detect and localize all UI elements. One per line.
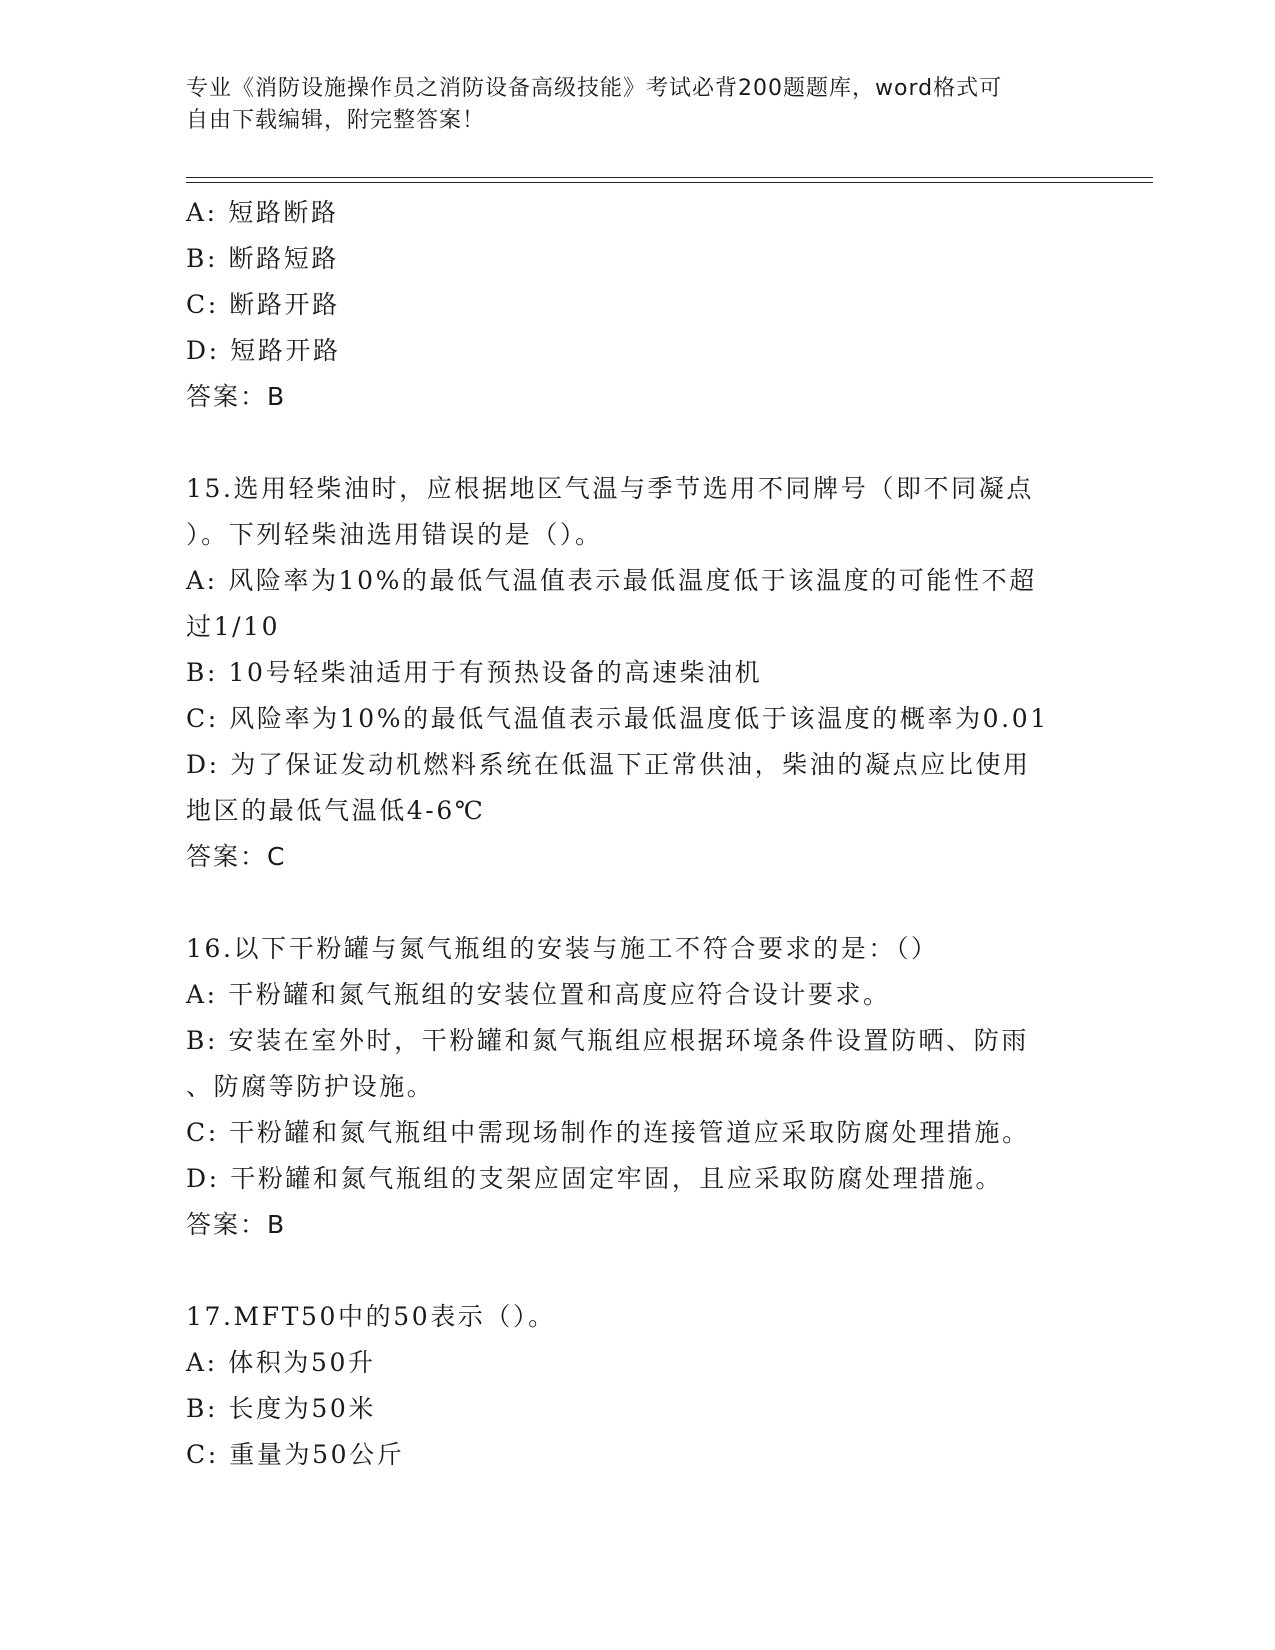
header-line-1: 专业《消防设施操作员之消防设备高级技能》考试必背200题题库，word格式可 — [186, 76, 1003, 101]
q14-option-a: A: 短路断路 — [186, 198, 339, 227]
q15-option-d-line-2: 地区的最低气温低4-6℃ — [186, 796, 486, 825]
q17-option-c: C: 重量为50公斤 — [186, 1440, 405, 1469]
header-divider-top — [186, 177, 1153, 178]
spacer — [186, 420, 1066, 466]
q16-option-d: D: 干粉罐和氮气瓶组的支架应固定牢固，且应采取防腐处理措施。 — [186, 1164, 1004, 1193]
q15-option-b: B: 10号轻柴油适用于有预热设备的高速柴油机 — [186, 658, 763, 687]
question-17 — [186, 1294, 1066, 1478]
q15-option-a-line-2: 过1/10 — [186, 612, 281, 641]
q15-answer: 答案：C — [186, 842, 287, 871]
q15-option-a-line-1: A: 风险率为10%的最低气温值表示最低温度低于该温度的可能性不超 — [186, 566, 1037, 595]
header-divider-bottom — [186, 182, 1153, 183]
q16-option-b-line-2: 、防腐等防护设施。 — [186, 1072, 435, 1101]
q17-stem: 17.MFT50中的50表示（）。 — [186, 1302, 556, 1331]
question-14 — [186, 190, 1066, 420]
spacer — [186, 1248, 1066, 1294]
spacer — [186, 880, 1066, 926]
question-15 — [186, 466, 1066, 880]
q17-option-b: B: 长度为50米 — [186, 1394, 376, 1423]
q16-answer: 答案：B — [186, 1210, 287, 1239]
question-content — [186, 190, 1066, 1478]
q14-answer: 答案：B — [186, 382, 287, 411]
header-line-2: 自由下载编辑，附完整答案！ — [186, 108, 486, 133]
q16-option-c: C: 干粉罐和氮气瓶组中需现场制作的连接管道应采取防腐处理措施。 — [186, 1118, 1030, 1147]
q14-option-d: D: 短路开路 — [186, 336, 341, 365]
q17-option-a: A: 体积为50升 — [186, 1348, 376, 1377]
q16-stem: 16.以下干粉罐与氮气瓶组的安装与施工不符合要求的是：（） — [186, 934, 939, 963]
q15-option-c: C: 风险率为10%的最低气温值表示最低温度低于该温度的概率为0.01 — [186, 704, 1049, 733]
q14-option-c: C: 断路开路 — [186, 290, 340, 319]
q14-option-b: B: 断路短路 — [186, 244, 339, 273]
q15-stem-line-1: 15.选用轻柴油时，应根据地区气温与季节选用不同牌号（即不同凝点 — [186, 474, 1034, 503]
question-16 — [186, 926, 1066, 1248]
q15-option-d-line-1: D: 为了保证发动机燃料系统在低温下正常供油，柴油的凝点应比使用 — [186, 750, 1031, 779]
q15-stem-line-2: ）。下列轻柴油选用错误的是（）。 — [186, 520, 603, 549]
document-header — [186, 73, 1066, 137]
q16-option-a: A: 干粉罐和氮气瓶组的安装位置和高度应符合设计要求。 — [186, 980, 891, 1009]
q16-option-b-line-1: B: 安装在室外时，干粉罐和氮气瓶组应根据环境条件设置防晒、防雨 — [186, 1026, 1029, 1055]
